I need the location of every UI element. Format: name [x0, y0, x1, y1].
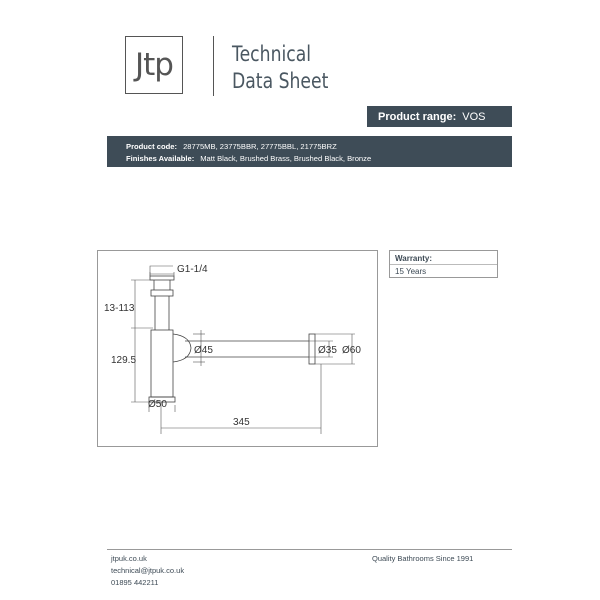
finishes-label: Finishes Available:: [126, 154, 195, 163]
title-line-2: Data Sheet: [232, 69, 329, 93]
body-outlet: [173, 334, 191, 362]
dim-pipe-length: 345: [233, 417, 250, 428]
dim-thread: G1-1/4: [177, 264, 208, 275]
product-code-row: [126, 141, 512, 153]
warranty-label: Warranty:: [395, 254, 433, 263]
trap-body: [151, 330, 173, 397]
warranty-box: [389, 250, 498, 278]
jtp-logo: [125, 36, 183, 94]
finishes-row: [126, 153, 512, 165]
footer-divider: [107, 549, 512, 550]
dim-body-diameter: Ø45: [194, 345, 213, 356]
dim-body-height: 129.5: [111, 355, 137, 366]
page-title: [232, 41, 328, 95]
product-range-bar: [367, 106, 512, 127]
bottle-trap-drawing: [97, 250, 378, 447]
logo-text: Jtp: [135, 46, 173, 83]
product-range-value: VOS: [462, 110, 486, 123]
product-range-label: Product range:: [378, 110, 457, 123]
footer-phone: 01895 442211: [111, 578, 159, 587]
product-code-label: Product code:: [126, 142, 178, 151]
dim-base-diameter: Ø50: [148, 399, 167, 410]
product-codes: 28775MB, 23775BBR, 27775BBL, 21775BRZ: [183, 142, 337, 151]
header-divider: [213, 36, 214, 96]
footer-email[interactable]: technical@jtpuk.co.uk: [111, 566, 185, 575]
dim-flange-diameter: Ø60: [342, 345, 361, 356]
dim-adjust-height: 13-113: [104, 303, 135, 314]
title-line-1: Technical: [232, 42, 312, 66]
footer-website[interactable]: jtpuk.co.uk: [111, 554, 147, 563]
warranty-value: 15 Years: [395, 267, 427, 276]
wall-flange: [309, 334, 315, 364]
warranty-divider: [390, 264, 497, 265]
footer-tagline: Quality Bathrooms Since 1991: [372, 554, 474, 563]
thread-nut: [150, 276, 174, 280]
finishes-value: Matt Black, Brushed Brass, Brushed Black, Bronze: [200, 154, 372, 163]
product-info-bar: [107, 136, 512, 167]
adjust-nut: [151, 290, 173, 296]
dim-pipe-diameter: Ø35: [318, 345, 337, 356]
